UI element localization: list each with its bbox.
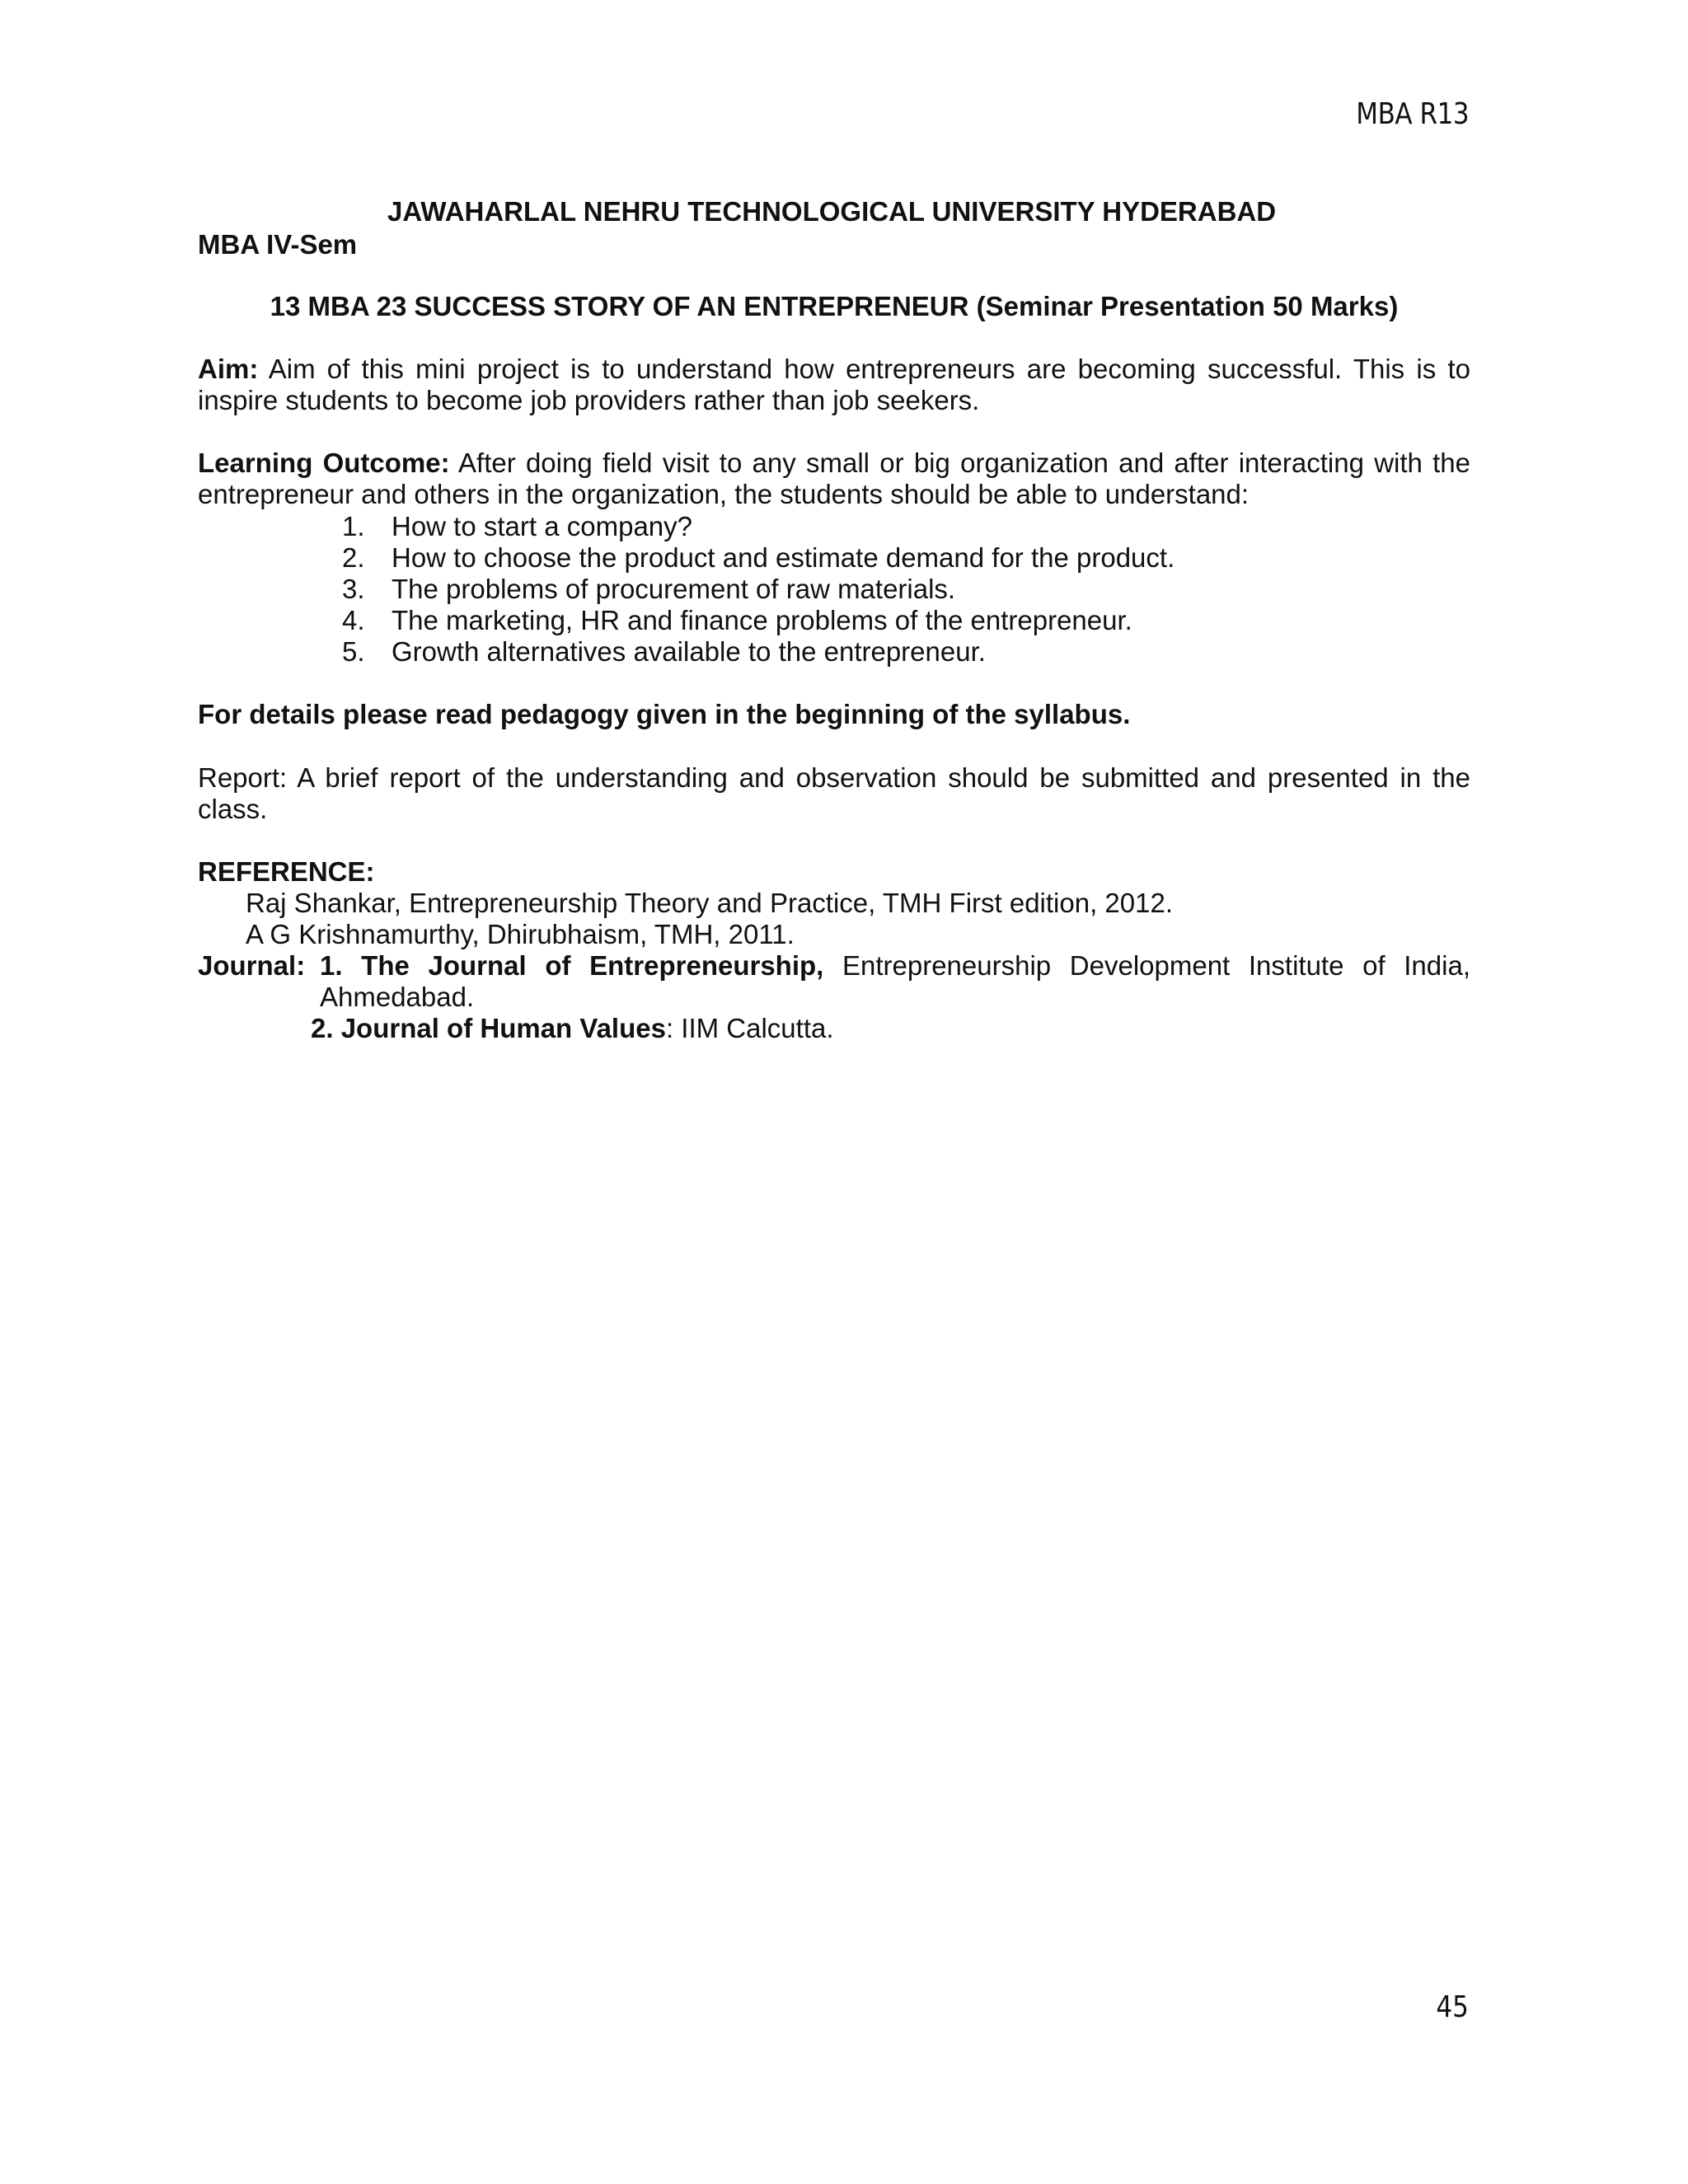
- list-item: [342, 636, 1175, 668]
- aim-label: Aim:: [198, 354, 259, 384]
- list-item: [342, 542, 1175, 574]
- list-item: [342, 605, 1175, 636]
- report-paragraph: Report: A brief report of the understanding and observation should be submitted and presented in the class.: [198, 762, 1470, 824]
- journal-item-2: [311, 1013, 834, 1044]
- journal-item-2-text: : IIM Calcutta.: [665, 1013, 834, 1043]
- list-item-number: 4.: [342, 605, 365, 635]
- aim-paragraph: [198, 354, 1470, 416]
- course-title: 13 MBA 23 SUCCESS STORY OF AN ENTREPRENEUR (Seminar Presentation 50 Marks): [270, 291, 1399, 321]
- list-item-text: The marketing, HR and finance problems of the entrepreneur.: [392, 605, 1132, 635]
- list-item-number: 5.: [342, 636, 365, 667]
- list-item-number: 3.: [342, 574, 365, 604]
- list-item-number: 1.: [342, 511, 365, 541]
- learning-outcome-paragraph: [198, 448, 1470, 510]
- list-item-number: 2.: [342, 542, 365, 573]
- header-code: MBA R13: [1356, 97, 1469, 131]
- aim-text: Aim of this mini project is to understand how entrepreneurs are becoming successful. This is to inspire students to become job providers rather than job seekers.: [198, 354, 1470, 415]
- learning-outcome-text: After doing field visit to any small or big organization and after interacting with the entrepreneur and others in the organization, the students should be able to understand:: [198, 448, 1470, 509]
- reference-book: Raj Shankar, Entrepreneurship Theory and Practice, TMH First edition, 2012.: [246, 888, 1174, 918]
- page-number: 45: [1436, 1990, 1469, 2024]
- semester-label: MBA IV-Sem: [198, 229, 358, 260]
- list-item: [342, 574, 1175, 605]
- list-item-text: Growth alternatives available to the entrepreneur.: [392, 636, 986, 667]
- list-item-text: How to start a company?: [392, 511, 692, 541]
- journal-item-1: [320, 950, 1470, 1013]
- journal-item-1-title: 1. The Journal of Entrepreneurship,: [320, 950, 824, 981]
- university-title: JAWAHARLAL NEHRU TECHNOLOGICAL UNIVERSITY HYDERABAD: [387, 196, 1277, 227]
- list-item-text: The problems of procurement of raw materials.: [392, 574, 956, 604]
- journal-row: [198, 950, 1470, 1013]
- journal-item-1-text: Entrepreneurship Development Institute of India, Ahmedabad.: [320, 950, 1470, 1012]
- list-item: [342, 511, 1175, 542]
- reference-book: A G Krishnamurthy, Dhirubhaism, TMH, 2011.: [246, 919, 795, 949]
- reference-heading: REFERENCE:: [198, 856, 375, 887]
- pedagogy-note: For details please read pedagogy given in the beginning of the syllabus.: [198, 699, 1131, 729]
- journal-item-2-title: 2. Journal of Human Values: [311, 1013, 666, 1043]
- learning-outcome-label: Learning Outcome:: [198, 448, 450, 478]
- learning-outcome-list: [342, 511, 1175, 668]
- list-item-text: How to choose the product and estimate demand for the product.: [392, 542, 1175, 573]
- journal-label: Journal:: [198, 950, 306, 981]
